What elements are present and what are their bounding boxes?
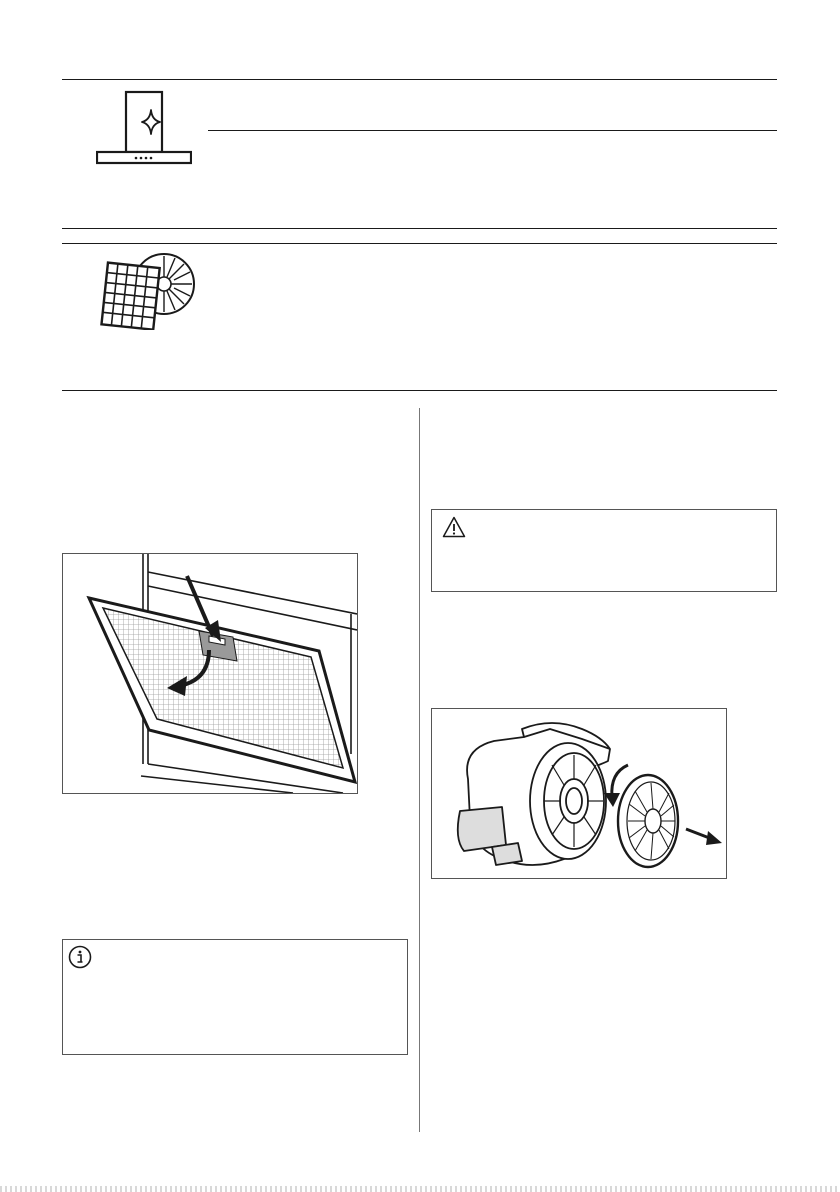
- filter-set-icon: [98, 250, 200, 330]
- section-rule-top: [62, 79, 777, 80]
- warning-notice-box: [431, 509, 777, 592]
- carbon-filter-figure: [431, 708, 727, 879]
- page-edge-band: [0, 1186, 840, 1192]
- section-rule-3: [62, 390, 777, 391]
- info-circle-icon: [68, 945, 92, 969]
- hood-clean-icon: [96, 90, 192, 166]
- column-divider: [419, 408, 420, 1132]
- section-rule-1: [62, 228, 777, 229]
- grease-filter-figure: [62, 553, 358, 794]
- warning-triangle-icon: [442, 516, 466, 538]
- info-notice-box: [62, 939, 408, 1055]
- section-rule-2: [62, 243, 777, 244]
- heading-underline: [208, 130, 777, 131]
